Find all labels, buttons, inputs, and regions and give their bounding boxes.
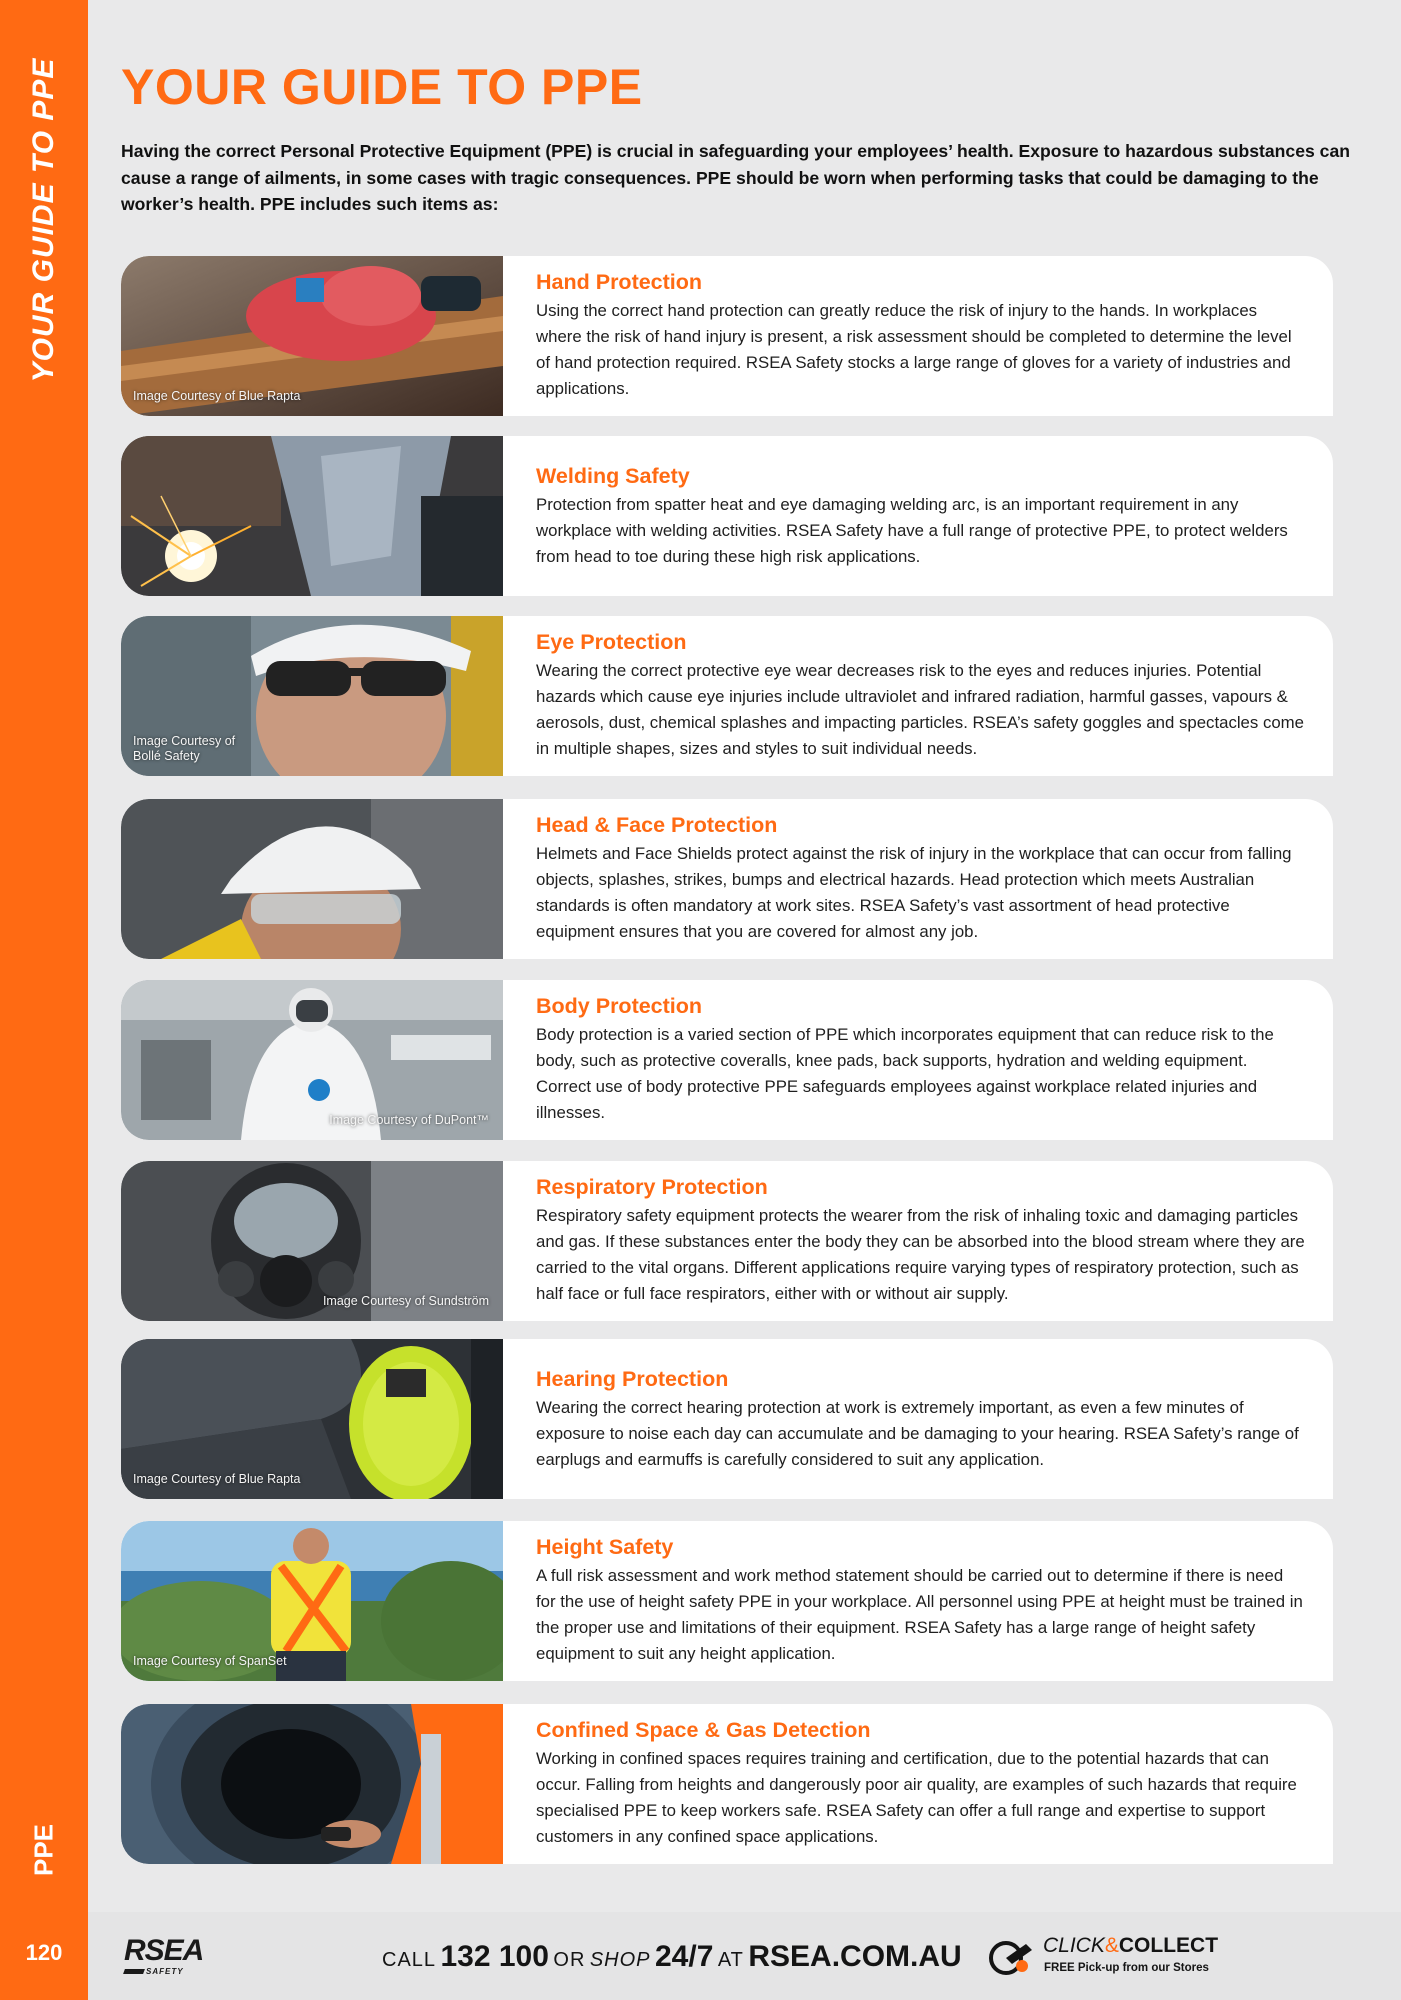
ppe-card-welding-safety xyxy=(121,436,1333,596)
section-body: Body protection is a varied section of PPE which incorporates equipment that can reduce risk to the body, such as protective coveralls, knee pads, back supports, hydration and welding equipment. Correct use of body protective PPE safeguards employees against workplace related injuries and illnesses. xyxy=(536,1025,1274,1122)
logo-sub: SAFETY xyxy=(146,1967,184,1976)
ppe-card-respiratory-protection xyxy=(121,1161,1333,1321)
at-label: AT xyxy=(717,1949,744,1971)
section-body: Using the correct hand protection can greatly reduce the risk of injury to the hands. In workplaces where the risk of hand injury is present, a risk assessment should be completed to determine the level of hand protection required. RSEA Safety stocks a large range of gloves for a variety of industries and applications. xyxy=(536,301,1292,398)
ppe-card-body-protection xyxy=(121,980,1333,1140)
click-collect-subtitle: FREE Pick-up from our Stores xyxy=(1044,1962,1209,1974)
ppe-card-confined-space xyxy=(121,1704,1333,1864)
ppe-card-eye-protection xyxy=(121,616,1333,776)
photo-courtesy: Image Courtesy of Sundström xyxy=(322,1294,489,1308)
hearing-protection-photo xyxy=(121,1339,503,1499)
website-link[interactable]: RSEA.COM.AU xyxy=(748,1940,962,1973)
shop-label: SHOP xyxy=(589,1949,651,1971)
head-face-protection-photo xyxy=(121,799,503,959)
footer xyxy=(88,1912,1401,2000)
section-title: Respiratory Protection xyxy=(536,1175,768,1199)
height-safety-photo xyxy=(121,1521,503,1681)
photo-courtesy: Image Courtesy of Blue Rapta xyxy=(133,389,301,403)
ppe-card-head-face-protection xyxy=(121,799,1333,959)
main-content xyxy=(88,0,1401,1912)
section-body: Respiratory safety equipment protects the wearer from the risk of inhaling toxic and damaging particles and gas. If these substances enter the body they can be absorbed into the blood stream where they are carried to the vital organs. Different applications require varying types of respiratory protection, such as half face or full face respirators, either with or without air supply. xyxy=(536,1206,1305,1303)
section-title: Eye Protection xyxy=(536,630,687,654)
photo-courtesy: Image Courtesy of Bollé Safety xyxy=(133,734,236,763)
confined-space-photo xyxy=(121,1704,503,1864)
or-label: OR xyxy=(553,1949,586,1971)
page-number: 120 xyxy=(25,1940,63,1965)
sidebar-title: YOUR GUIDE TO PPE xyxy=(27,57,60,383)
contact-line xyxy=(382,1940,962,1974)
ppe-card-hand-protection xyxy=(121,256,1333,416)
click-word: CLICK xyxy=(1043,1934,1105,1957)
body-protection-photo xyxy=(121,980,503,1140)
section-body: A full risk assessment and work method statement should be carried out to determine if there is need for the use of height safety PPE in your workplace. All personnel using PPE at height must be trained in the proper use and limitations of their equipment. RSEA Safety has a large range of height safety equipment to suit any height application. xyxy=(536,1566,1303,1663)
section-title: Head & Face Protection xyxy=(536,813,778,837)
respiratory-protection-photo xyxy=(121,1161,503,1321)
section-title: Welding Safety xyxy=(536,464,690,488)
ampersand: & xyxy=(1104,1934,1119,1957)
intro-paragraph: Having the correct Personal Protective Equipment (PPE) is crucial in safeguarding your employees’ health. Exposure to hazardous substances can cause a range of ailments, in some cases with tragic consequences. PPE should be worn when performing tasks that could be damaging to the worker’s health. PPE includes such items as: xyxy=(121,141,1350,214)
welding-safety-photo xyxy=(121,436,503,596)
photo-courtesy: Image Courtesy of DuPont™ xyxy=(329,1113,489,1127)
section-body: Wearing the correct protective eye wear decreases risk to the eyes and reduces injuries. Potential hazards which cause eye injuries include ultraviolet and infrared radiation, harmful gasses, vapours & aerosols, dust, chemical splashes and impacting particles. RSEA’s safety goggles and spectacles come in multiple shapes, sizes and styles to suit individual needs. xyxy=(536,661,1304,758)
call-label: CALL xyxy=(382,1949,437,1971)
logo-bar xyxy=(123,1969,145,1974)
sidebar-section-label: PPE xyxy=(28,1823,59,1877)
ppe-card-hearing-protection xyxy=(121,1339,1333,1499)
photo-courtesy: Image Courtesy of SpanSet xyxy=(133,1654,287,1668)
photo-courtesy: Image Courtesy of Blue Rapta xyxy=(133,1472,301,1486)
page-title: YOUR GUIDE TO PPE xyxy=(121,59,643,115)
click-collect-badge[interactable] xyxy=(988,1932,1218,1982)
collect-word: COLLECT xyxy=(1118,1934,1219,1957)
section-body: Wearing the correct hearing protection at work is extremely important, as even a few minutes of exposure to noise each day can accumulate and be damaging to your hearing. RSEA Safety’s range of earplugs and earmuffs is carefully considered to suit any application. xyxy=(536,1398,1299,1469)
section-body: Protection from spatter heat and eye damaging welding arc, is an important requirement in any workplace with welding activities. RSEA Safety have a full range of protective PPE, to protect welders from head to toe during these high risk applications. xyxy=(536,495,1288,566)
section-body: Helmets and Face Shields protect against the risk of injury in the workplace that can occur from falling objects, splashes, strikes, bumps and electrical hazards. Head protection which meets Australian standards is often mandatory at work sites. RSEA Safety’s vast assortment of head protective equipment ensures that you are covered for almost any job. xyxy=(536,844,1292,941)
phone-number[interactable]: 132 100 xyxy=(440,1940,549,1973)
rsea-logo[interactable] xyxy=(124,1934,214,1978)
logo-word: RSEA xyxy=(124,1934,204,1967)
section-title: Body Protection xyxy=(536,994,703,1018)
click-collect-icon xyxy=(988,1936,1038,1978)
section-body: Working in confined spaces requires training and certification, due to the potential hazards that can occur. Falling from heights and dangerously poor air quality, are examples of such hazards that require specialised PPE to keep workers safe. RSEA Safety can offer a full range and expertise to support customers in any confined space applications. xyxy=(536,1749,1297,1846)
hand-protection-photo xyxy=(121,256,503,416)
section-title: Hearing Protection xyxy=(536,1367,729,1391)
section-title: Hand Protection xyxy=(536,270,703,294)
sidebar xyxy=(0,0,88,2000)
click-collect-title xyxy=(1043,1934,1218,1958)
section-title: Height Safety xyxy=(536,1535,674,1559)
ppe-card-height-safety xyxy=(121,1521,1333,1681)
section-title: Confined Space & Gas Detection xyxy=(536,1718,871,1742)
eye-protection-photo xyxy=(121,616,503,776)
hours: 24/7 xyxy=(654,1940,714,1973)
